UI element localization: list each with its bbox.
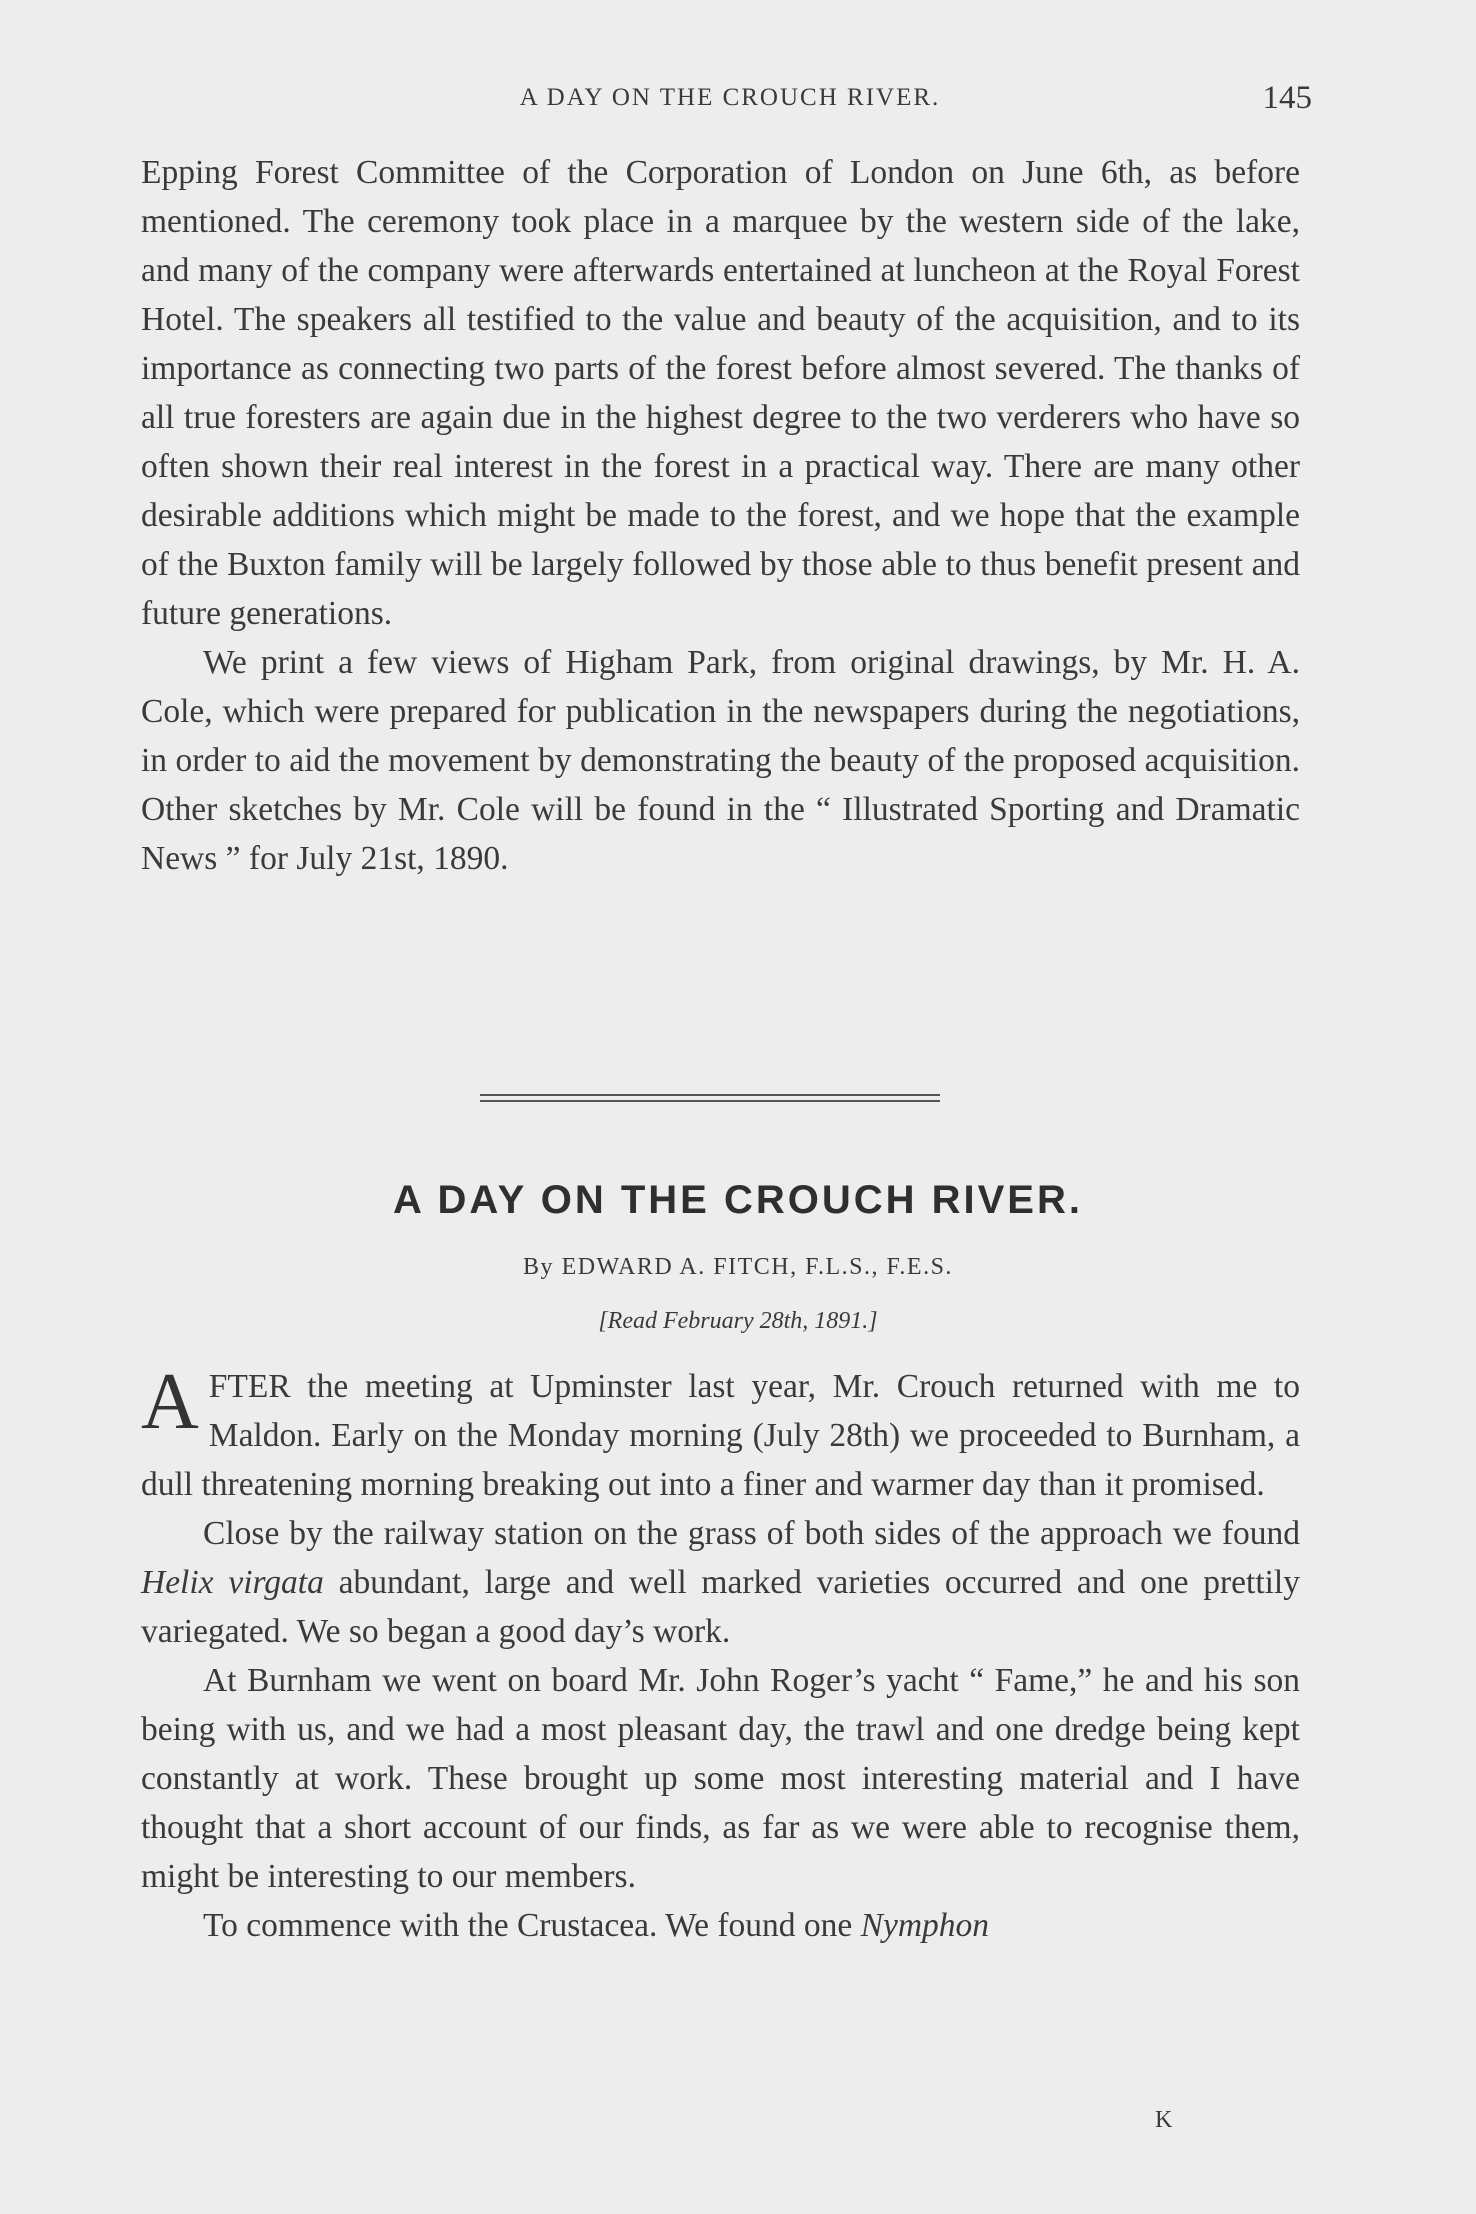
paragraph-text: abundant, large and well marked varieties occurred and one prettily variegated. We so began a good day’s work. — [141, 1564, 1300, 1650]
species-name: Helix virgata — [141, 1564, 324, 1601]
article-body — [141, 1358, 1300, 1950]
section-divider — [480, 1094, 940, 1102]
article-title: A DAY ON THE CROUCH RIVER. — [393, 1178, 1083, 1222]
paragraph: We print a few views of Higham Park, from original drawings, by Mr. H. A. Cole, which were prepared for publication in the newspapers during the negotiations, in order to aid the movement by demonstrating the beauty of the proposed acquisition. Other sketches by Mr. Cole will be found in the “ Illustrated Sporting and Dramatic News ” for July 21st, 1890. — [141, 644, 1300, 877]
paragraph — [141, 1901, 1300, 1950]
paragraph: At Burnham we went on board Mr. John Roger’s yacht “ Fame,” he and his son being with us, and we had a most pleasant day, the trawl and one dredge being kept constantly at work. These brought up some most interesting material and I have thought that a short account of our finds, as far as we were able to recognise them, might be interesting to our members. — [141, 1662, 1300, 1895]
read-date-note: [Read February 28th, 1891.] — [598, 1308, 878, 1334]
paragraph: Epping Forest Committee of the Corporation of London on June 6th, as before mentioned. The ceremony took place in a marquee by the western side of the lake, and many of the company were afterwards entertained at luncheon at the Royal Forest Hotel. The speakers all testified to the value and beauty of the acquisition, and to its importance as connecting two parts of the forest before almost severed. The thanks of all true foresters are again due in the highest degree to the two verderers who have so often shown their real interest in the forest in a practical way. There are many other desirable additions which might be made to the forest, and we hope that the example of the Buxton family will be largely followed by those able to thus benefit present and future generations. — [141, 154, 1300, 632]
running-title: A DAY ON THE CROUCH RIVER. — [519, 84, 941, 111]
paragraph — [141, 1509, 1300, 1656]
byline — [0, 1254, 1476, 1281]
species-name: Nymphon — [860, 1907, 990, 1944]
byline-prefix: By — [523, 1254, 555, 1280]
signature-mark: K — [1155, 2107, 1173, 2133]
paragraph-text: FTER the meeting at Upminster last year, Mr. Crouch returned with me to Maldon. Early on the Monday morning (July 28th) we proceeded to Burnham, a dull threatening morning breaking out into a finer and warmer day than it promised. — [141, 1368, 1300, 1503]
byline-author: EDWARD A. FITCH, F.L.S., F.E.S. — [561, 1254, 953, 1280]
page-number: 145 — [1262, 80, 1312, 116]
paragraph-text: Close by the railway station on the grass of both sides of the approach we found — [203, 1515, 1300, 1552]
previous-article-text — [141, 148, 1300, 883]
paragraph-text: To commence with the Crustacea. We found one — [203, 1907, 853, 1944]
running-head — [140, 80, 1320, 120]
paragraph — [141, 1358, 1300, 1509]
drop-cap: A — [141, 1358, 199, 1446]
